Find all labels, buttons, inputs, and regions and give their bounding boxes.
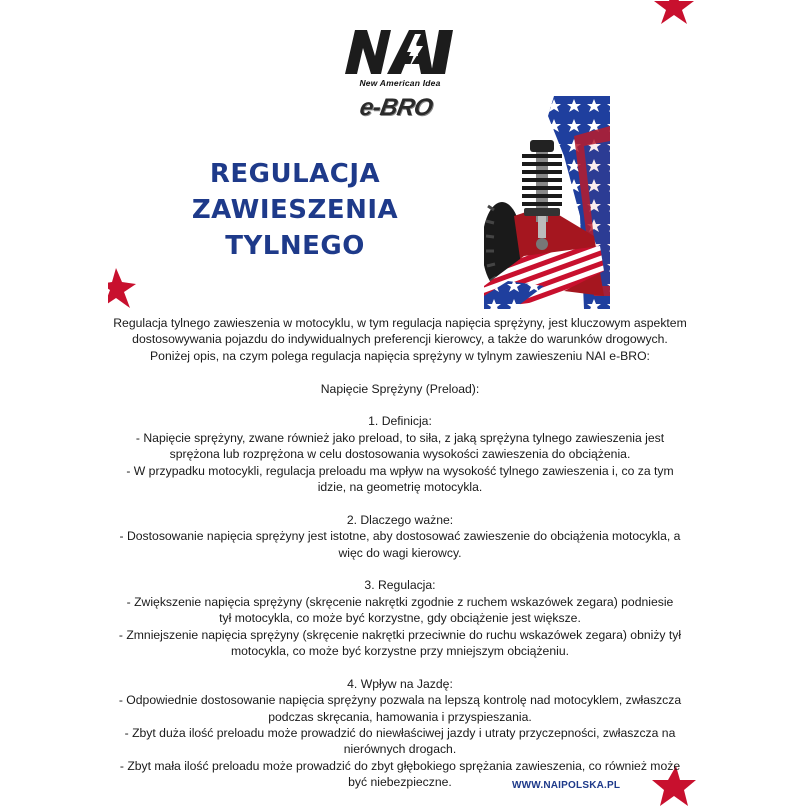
product-logo: e-BRO	[357, 94, 435, 121]
section-2-line: więc do wagi kierowcy.	[338, 545, 462, 560]
section-3-heading: 3. Regulacja:	[364, 578, 436, 593]
section-4-line: być niebezpieczne.	[348, 775, 452, 790]
title-line-1: REGULACJA	[209, 159, 381, 189]
article-body	[110, 315, 690, 791]
brand-tagline: New American Idea	[359, 78, 441, 88]
nai-logo-icon	[341, 28, 459, 76]
star-left-icon	[108, 268, 138, 308]
section-4-line: podczas skręcania, hamowania i przyspieszania.	[268, 709, 532, 724]
section-4-heading: 4. Wpływ na Jazdę:	[347, 676, 453, 691]
section-4-line: - Zbyt mała ilość preloadu może prowadzić do zbyt głębokiego sprężania zawieszenia, co również może	[119, 758, 681, 773]
section-2-heading: 2. Dlaczego ważne:	[346, 512, 454, 527]
section-4-line: nierównych drogach.	[343, 742, 457, 757]
section-4-line: - Odpowiednie dostosowanie napięcia sprężyny pozwala na lepszą kontrolę nad motocyklem, zwłaszcza	[118, 693, 682, 708]
brand-logo	[338, 28, 462, 98]
intro-line: dostosowywania pojazdu do indywidualnych preferencji kierowcy, a także do warunków drogowych.	[132, 332, 668, 347]
section-1-line: - W przypadku motocykli, regulacja preloadu ma wpływ na wysokość tylnego zawieszenia i, co za tym	[126, 463, 674, 478]
section-1-heading: 1. Definicja:	[368, 414, 432, 429]
rear-suspension-photo	[484, 96, 610, 309]
title-line-2: ZAWIESZENIA	[191, 195, 399, 225]
star-top-right-icon	[652, 0, 696, 24]
page-title	[180, 156, 410, 264]
section-1-line: sprężona lub rozprężona w celu dostosowania wysokości zawieszenia do obciążenia.	[169, 447, 631, 462]
section-3-line: - Zmniejszenie napięcia sprężyny (skręcenie nakrętki przeciwnie do ruchu wskazówek zegara) obniży tył	[118, 627, 682, 642]
section-3-line: - Zwiększenie napięcia sprężyny (skręcenie nakrętki zgodnie z ruchem wskazówek zegara) podniesie	[126, 594, 674, 609]
subheading: Napięcie Sprężyny (Preload):	[320, 381, 480, 396]
intro-line: Poniżej opis, na czym polega regulacja napięcia sprężyny w tylnym zawieszeniu NAI e-BRO:	[150, 348, 650, 363]
section-1-line: idzie, na geometrię motocykla.	[317, 480, 483, 495]
website-link[interactable]: WWW.NAIPOLSKA.PL	[512, 780, 621, 791]
section-1-line: - Napięcie sprężyny, zwane również jako preload, to siła, z jaką sprężyna tylnego zawieszenia jest	[135, 430, 665, 445]
section-3-line: motocykla, co może być korzystne przy mniejszym obciążeniu.	[231, 644, 569, 659]
section-4-line: - Zbyt duża ilość preloadu może prowadzić do niewłaściwej jazdy i utraty przyczepności, zwłaszcza na	[124, 726, 676, 741]
section-2-line: - Dostosowanie napięcia sprężyny jest istotne, aby dostosować zawieszenie do obciążenia motocykla, a	[119, 529, 681, 544]
section-3-line: tył motocykla, co może być korzystne, gdy obciążenie jest większe.	[219, 611, 581, 626]
intro-line: Regulacja tylnego zawieszenia w motocyklu, w tym regulacja napięcia sprężyny, jest kluczowym aspektem	[113, 316, 687, 330]
title-line-3: TYLNEGO	[225, 231, 365, 261]
